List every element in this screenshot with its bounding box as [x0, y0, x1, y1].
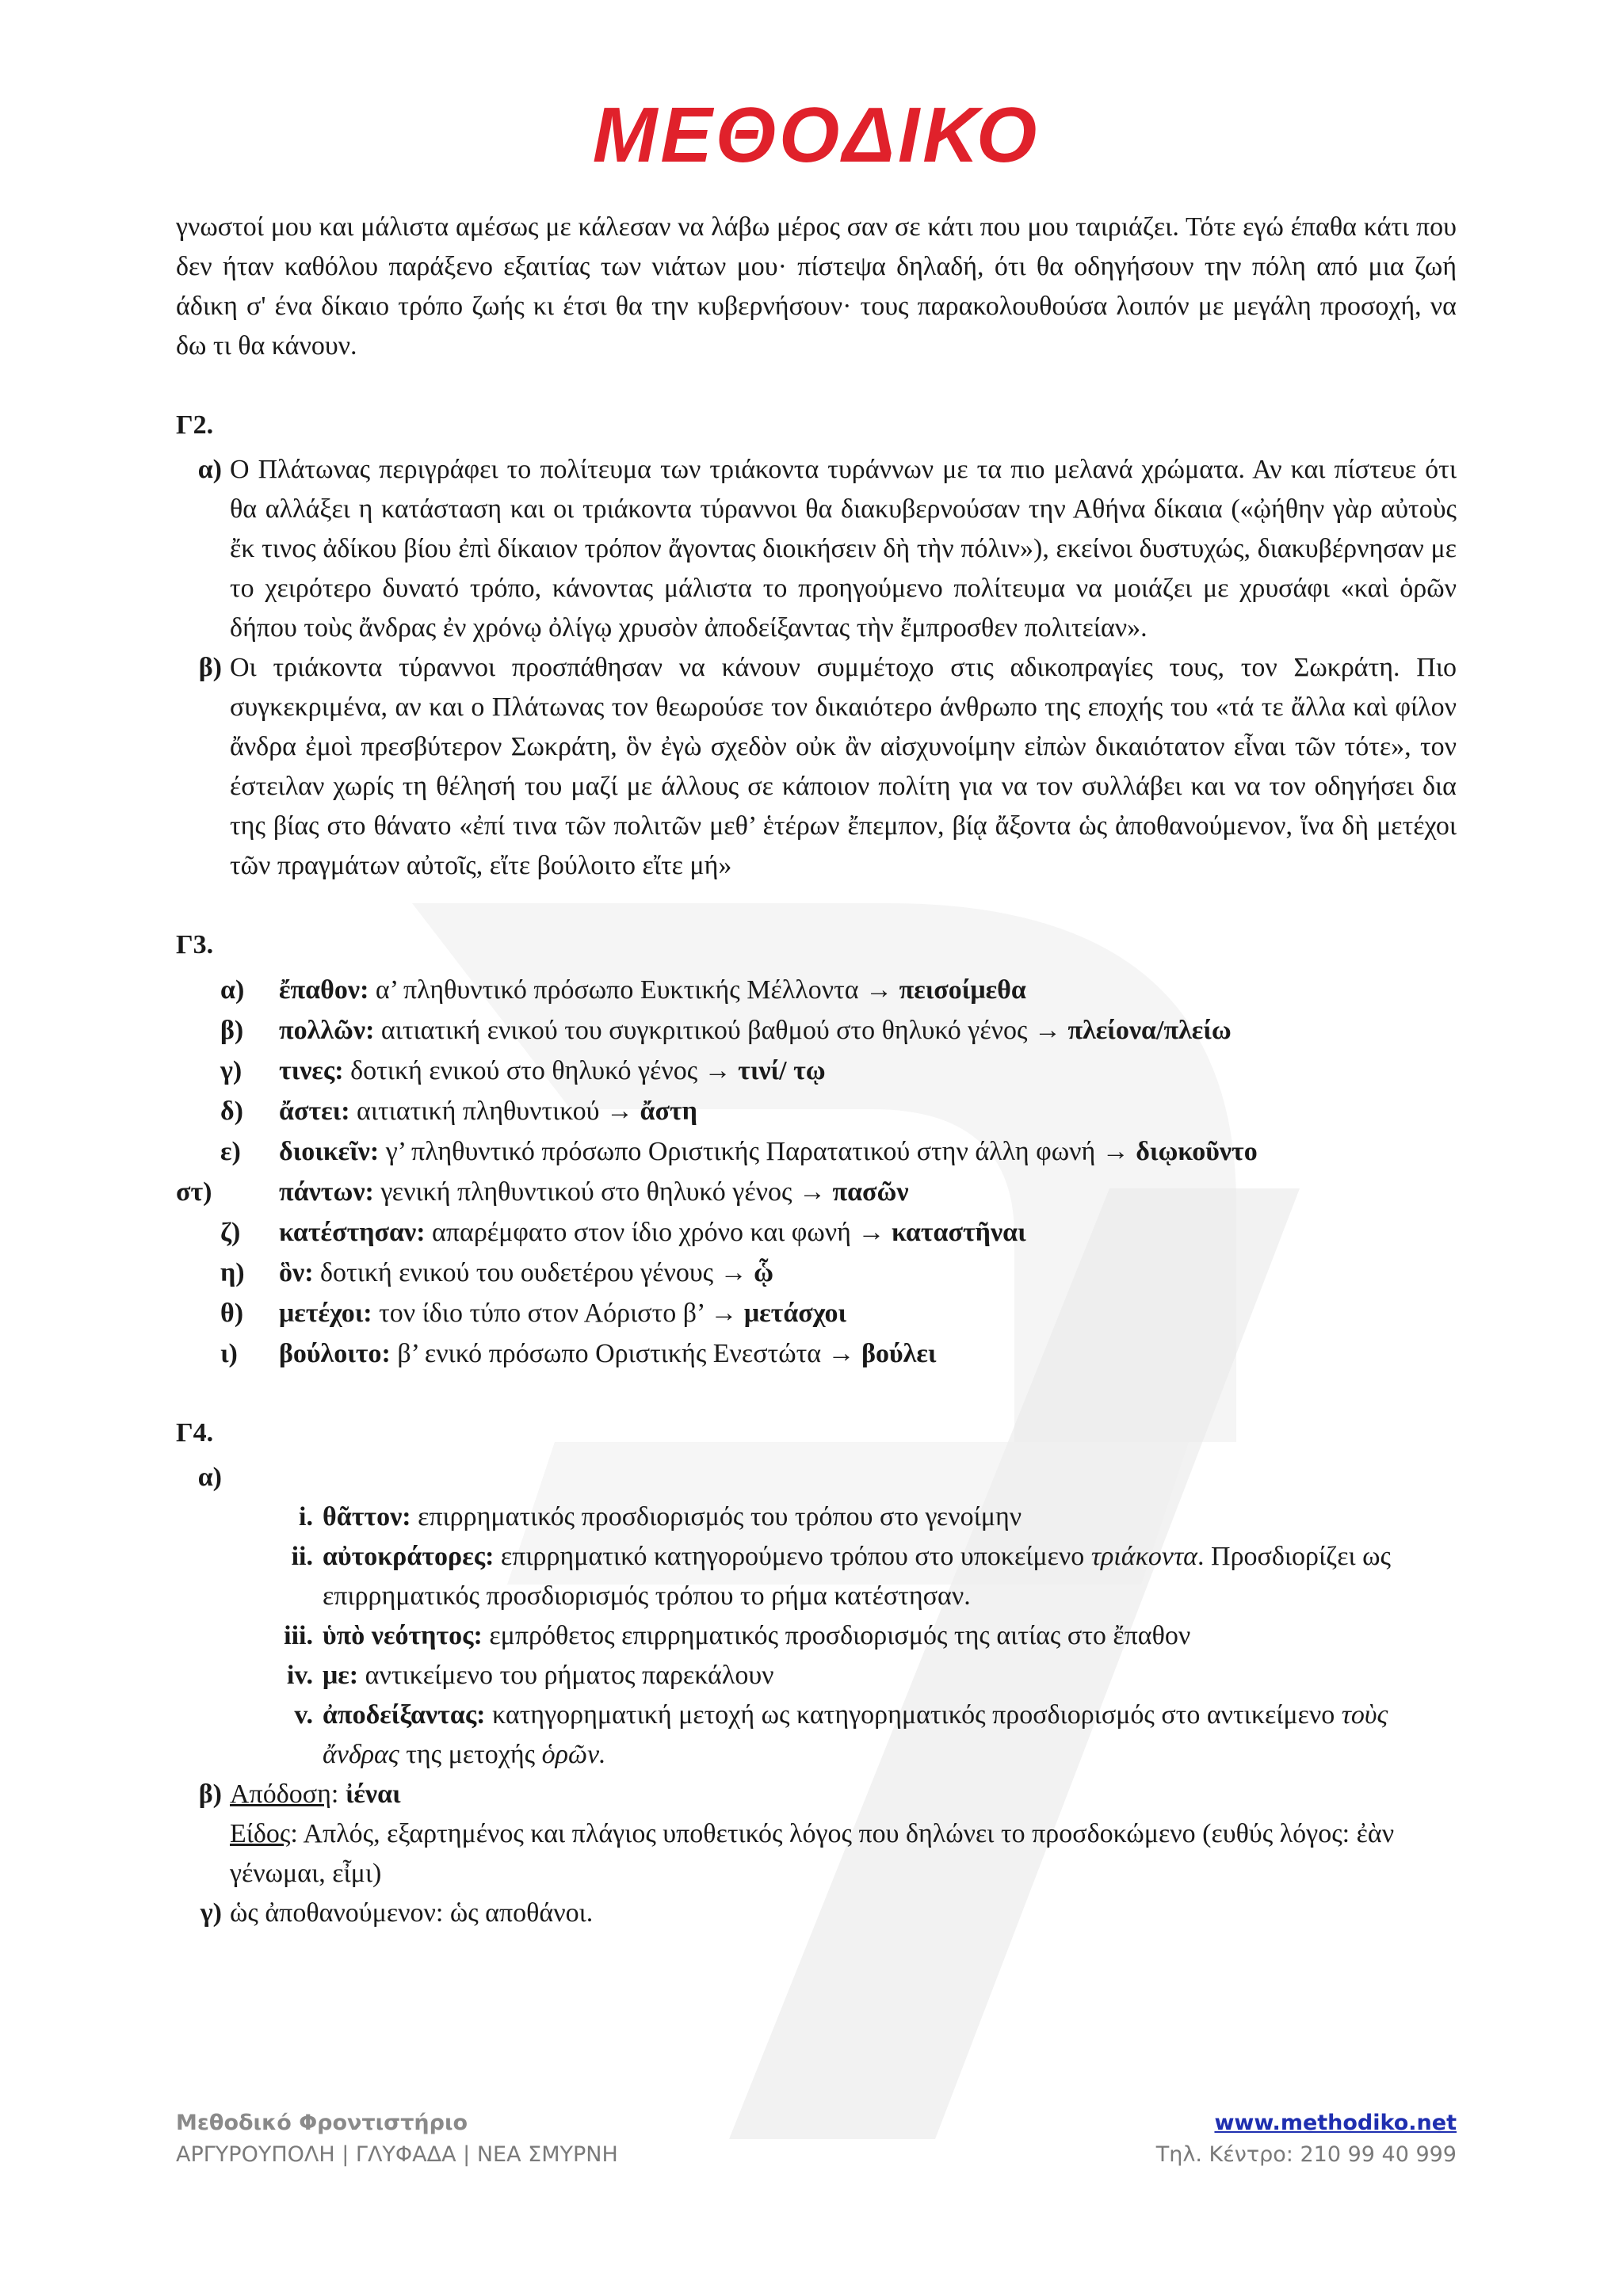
- eidos-text: : Απλός, εξαρτημένος και πλάγιος υποθετικός λόγος που δηλώνει το προσδοκώμενο (ευθύς λόγος: ἐὰν γένωμαι, εἶμι): [230, 1819, 1395, 1888]
- answer-form: ᾧ: [754, 1258, 773, 1287]
- roman-numeral: iv.: [286, 1661, 313, 1690]
- roman-item-tail: της μετοχής: [399, 1740, 542, 1769]
- g3-item-body: [271, 1333, 1457, 1374]
- item-marker: γ): [220, 1056, 242, 1085]
- g3-item: [176, 1212, 1457, 1253]
- source-word: τινες:: [279, 1056, 344, 1085]
- section-g4: [176, 1413, 1457, 1933]
- g3-item: [176, 1010, 1457, 1051]
- answer-form: πλείονα/πλείω: [1067, 1016, 1232, 1045]
- section-g2: [176, 406, 1457, 886]
- item-marker: β): [220, 1016, 244, 1045]
- svg-text:ΜΕΘΟΔΙΚΟ: ΜΕΘΟΔΙΚΟ: [592, 95, 1041, 174]
- source-word: βούλοιτο:: [279, 1339, 391, 1368]
- roman-numeral: iii.: [284, 1621, 313, 1650]
- item-marker: β): [198, 653, 222, 682]
- item-marker: στ): [176, 1177, 212, 1207]
- g3-item-body: [271, 1091, 1457, 1131]
- roman-item-word: θᾶττον:: [323, 1502, 411, 1531]
- methodiko-logo: [563, 95, 1070, 174]
- apodosi-label: Απόδοση: [230, 1779, 331, 1809]
- answer-form: βούλει: [861, 1339, 937, 1368]
- source-word: διοικεῖν:: [279, 1137, 380, 1166]
- g4-roman-item: [176, 1695, 1457, 1775]
- page-footer: [176, 2107, 1457, 2171]
- item-description: δοτική ενικού του ουδετέρου γένους →: [313, 1258, 754, 1287]
- roman-item-desc: κατηγορηματική μετοχή ως κατηγορηματικός προσδιορισμός στο αντικείμενο: [485, 1700, 1342, 1730]
- roman-item-body: [323, 1497, 1457, 1537]
- g4-item-b: [176, 1775, 1457, 1894]
- g3-item-body: [279, 1172, 1457, 1212]
- answer-form: μετάσχοι: [743, 1299, 847, 1328]
- item-description: αιτιατική ενικού του συγκριτικού βαθμού στο θηλυκό γένος →: [374, 1016, 1068, 1045]
- item-description: β’ ενικό πρόσωπο Οριστικής Ενεστώτα →: [390, 1339, 862, 1368]
- roman-item-word: ἀποδείξαντας:: [323, 1700, 486, 1730]
- document-body: [176, 208, 1457, 1933]
- roman-numeral: ii.: [291, 1542, 313, 1571]
- g4-b-line1: [230, 1775, 1457, 1814]
- answer-form: ἄστη: [640, 1097, 697, 1126]
- item-marker: ε): [220, 1137, 241, 1166]
- item-marker: ι): [220, 1339, 238, 1368]
- g3-item: [176, 1253, 1457, 1293]
- eidos-label: Είδος: [230, 1819, 291, 1848]
- item-marker: θ): [220, 1299, 244, 1328]
- g3-item: [176, 1131, 1457, 1172]
- g3-item: [176, 1051, 1457, 1091]
- source-word: ὃν:: [279, 1258, 314, 1287]
- roman-item-desc: αντικείμενο του ρήματος παρεκάλουν: [358, 1661, 774, 1690]
- g4-b-line2: [230, 1814, 1457, 1894]
- g3-item-body: [271, 1212, 1457, 1253]
- g2-a-text: Ο Πλάτωνας περιγράφει το πολίτευμα των τριάκοντα τυράννων με τα πιο μελανά χρώματα. Αν και πίστευε ότι θα αλλάξει η κατάσταση και οι τριάκοντα τύραννοι θα διακυβερνούσαν την Αθήνα δίκαια («ᾠήθην γὰρ αὐτοὺς ἔκ τινος ἀδίκου βίου ἐπὶ δίκαιον τρόπον ἄγοντας διοικήσειν δὴ τὴν πόλιν»), εκείνοι δυστυχώς, διακυβέρνησαν με το χειρότερο δυνατό τρόπο, κάνοντας μάλιστα το προηγούμενο πολίτευμα να μοιάζει με χρυσάφι «καὶ ὁρῶν δήπου τοὺς ἄνδρας ἐν χρόνῳ ὀλίγῳ χρυσὸν ἀποδείξαντας τὴν ἔμπροσθεν πολιτείαν».: [230, 455, 1457, 643]
- g3-item: [176, 1333, 1457, 1374]
- answer-form: πεισοίμεθα: [899, 975, 1026, 1005]
- g3-list: [176, 970, 1457, 1374]
- g2-item-a: [176, 450, 1457, 648]
- roman-item-body: [323, 1537, 1457, 1616]
- roman-numeral: v.: [294, 1700, 313, 1730]
- answer-form: καταστῆναι: [891, 1218, 1026, 1247]
- apodosi-value: ἰέναι: [345, 1779, 401, 1809]
- item-description: τον ίδιο τύπο στον Αόριστο β’ →: [372, 1299, 744, 1328]
- g4-roman-item: [176, 1537, 1457, 1616]
- roman-item-desc: επιρρηματικό κατηγορούμενο τρόπου στο υποκείμενο: [494, 1542, 1091, 1571]
- item-marker: γ): [200, 1898, 222, 1928]
- source-word: πάντων:: [279, 1177, 374, 1207]
- roman-item-ital: τοὺς ἄνδρας: [323, 1700, 1388, 1769]
- source-word: μετέχοι:: [279, 1299, 372, 1328]
- roman-item-word: ὑπὸ νεότητος:: [323, 1621, 483, 1650]
- source-word: ἔπαθον:: [279, 975, 369, 1005]
- item-description: γ’ πληθυντικό πρόσωπο Οριστικής Παρατατικού στην άλλη φωνή →: [379, 1137, 1136, 1166]
- g3-item-body: [271, 1131, 1457, 1172]
- answer-form: διῳκοῦντο: [1136, 1137, 1258, 1166]
- section-g3: [176, 925, 1457, 1374]
- source-word: πολλῶν:: [279, 1016, 375, 1045]
- roman-item-ital: τριάκοντα: [1090, 1542, 1198, 1571]
- roman-item-body: [323, 1695, 1457, 1775]
- roman-item-body: [323, 1616, 1457, 1656]
- footer-locations: ΑΡΓΥΡΟΥΠΟΛΗ | ΓΛΥΦΑΔΑ | ΝΕΑ ΣΜΥΡΝΗ: [176, 2142, 618, 2167]
- roman-item-word: αὐτοκράτορες:: [323, 1542, 495, 1571]
- source-word: ἄστει:: [279, 1097, 350, 1126]
- section-heading-g3: Γ3.: [176, 930, 214, 959]
- g4-roman-item: [176, 1497, 1457, 1537]
- g3-item: [176, 1091, 1457, 1131]
- answer-form: τινί/ τῳ: [738, 1056, 826, 1085]
- item-description: γενική πληθυντικού στο θηλυκό γένος →: [373, 1177, 833, 1207]
- g3-item-body: [271, 1253, 1457, 1293]
- g2-item-b: [176, 648, 1457, 886]
- g3-item: [176, 1293, 1457, 1333]
- item-marker: α): [220, 975, 245, 1005]
- roman-item-tail: . Προσδιορίζει ως επιρρηματικός προσδιορισμός τρόπου το ρήμα κατέστησαν.: [323, 1542, 1392, 1611]
- item-marker: α): [197, 455, 222, 484]
- item-marker: η): [220, 1258, 245, 1287]
- footer-website-link[interactable]: www.methodiko.net: [1214, 2111, 1457, 2135]
- g4-c-text: ὡς ἀποθανούμενον: ὡς αποθάνοι.: [230, 1898, 594, 1928]
- item-marker: δ): [220, 1097, 243, 1126]
- item-description: δοτική ενικού στο θηλυκό γένος →: [343, 1056, 739, 1085]
- g3-item-body: [271, 1051, 1457, 1091]
- section-heading-g4: Γ4.: [176, 1418, 214, 1447]
- item-description: α’ πληθυντικό πρόσωπο Ευκτικής Μέλλοντα →: [369, 975, 899, 1005]
- item-description: αιτιατική πληθυντικού →: [349, 1097, 640, 1126]
- section-heading-g2: Γ2.: [176, 410, 214, 440]
- roman-item-ital2: ὁρῶν.: [541, 1740, 606, 1769]
- roman-item-word: με:: [323, 1661, 359, 1690]
- item-marker: ζ): [220, 1218, 241, 1247]
- item-description: απαρέμφατο στον ίδιο χρόνο και φωνή →: [425, 1218, 892, 1247]
- g3-item-body: [271, 970, 1457, 1010]
- g3-item: [176, 970, 1457, 1010]
- answer-form: πασῶν: [832, 1177, 909, 1207]
- source-word: κατέστησαν:: [279, 1218, 426, 1247]
- intro-paragraph: γνωστοί μου και μάλιστα αμέσως με κάλεσαν να λάβω μέρος σαν σε κάτι που μου ταιριάζει. Τότε εγώ έπαθα κάτι που δεν ήταν καθόλου παράξενο εξαιτίας των νιάτων μου· πίστεψα δηλαδή, ότι θα οδηγήσουν την πόλη από μια ζωή άδικη σ' ένα δίκαιο τρόπο ζωής κι έτσι θα την κυβερνήσουν· τους παρακολουθούσα λοιπόν με μεγάλη προσοχή, να δω τι θα κάνουν.: [176, 212, 1457, 360]
- footer-brand: Μεθοδικό Φροντιστήριο: [176, 2111, 468, 2135]
- roman-numeral: i.: [299, 1502, 313, 1531]
- g3-item-body: [271, 1010, 1457, 1051]
- g2-b-text: Οι τριάκοντα τύραννοι προσπάθησαν να κάνουν συμμέτοχο στις αδικοπραγίες τους, τον Σωκράτη. Πιο συγκεκριμένα, αν και ο Πλάτωνας τον θεωρούσε τον δικαιότερο άνθρωπο της εποχής του «τά τε ἄλλα καὶ φίλον ἄνδρα ἐμοὶ πρεσβύτερον Σωκράτη, ὃν ἐγὼ σχεδὸν οὐκ ἂν αἰσχυνοίμην εἰπὼν δικαιότατον εἶναι τῶν τότε», τον έστειλαν χωρίς τη θέλησή του μαζί με άλλους σε κάποιον πολίτη για να τον συλλάβει και να τον οδηγήσει δια της βίας στο θάνατο «ἐπί τινα τῶν πολιτῶν μεθ’ ἑτέρων ἔπεμπον, βίᾳ ἄξοντα ὡς ἀποθανούμενον, ἵνα δὴ μετέχοι τῶν πραγμάτων αὐτοῖς, εἴτε βούλοιτο εἴτε μή»: [230, 653, 1457, 880]
- roman-item-body: [323, 1656, 1457, 1695]
- g4-roman-item: [176, 1616, 1457, 1656]
- g4-roman-list: [176, 1497, 1457, 1775]
- g3-item: [176, 1172, 1457, 1212]
- roman-item-desc: επιρρηματικός προσδιορισμός του τρόπου στο γενοίμην: [411, 1502, 1022, 1531]
- item-marker: α): [197, 1463, 222, 1492]
- footer-phone: Τηλ. Κέντρο: 210 99 40 999: [1155, 2142, 1457, 2167]
- roman-item-desc: εμπρόθετος επιρρηματικός προσδιορισμός της αιτίας στο ἔπαθον: [482, 1621, 1191, 1650]
- g4-roman-item: [176, 1656, 1457, 1695]
- g3-item-body: [271, 1293, 1457, 1333]
- g4-item-a: [176, 1458, 1457, 1497]
- g4-item-c: [176, 1894, 1457, 1933]
- item-marker: β): [198, 1779, 222, 1809]
- separator: :: [330, 1779, 346, 1809]
